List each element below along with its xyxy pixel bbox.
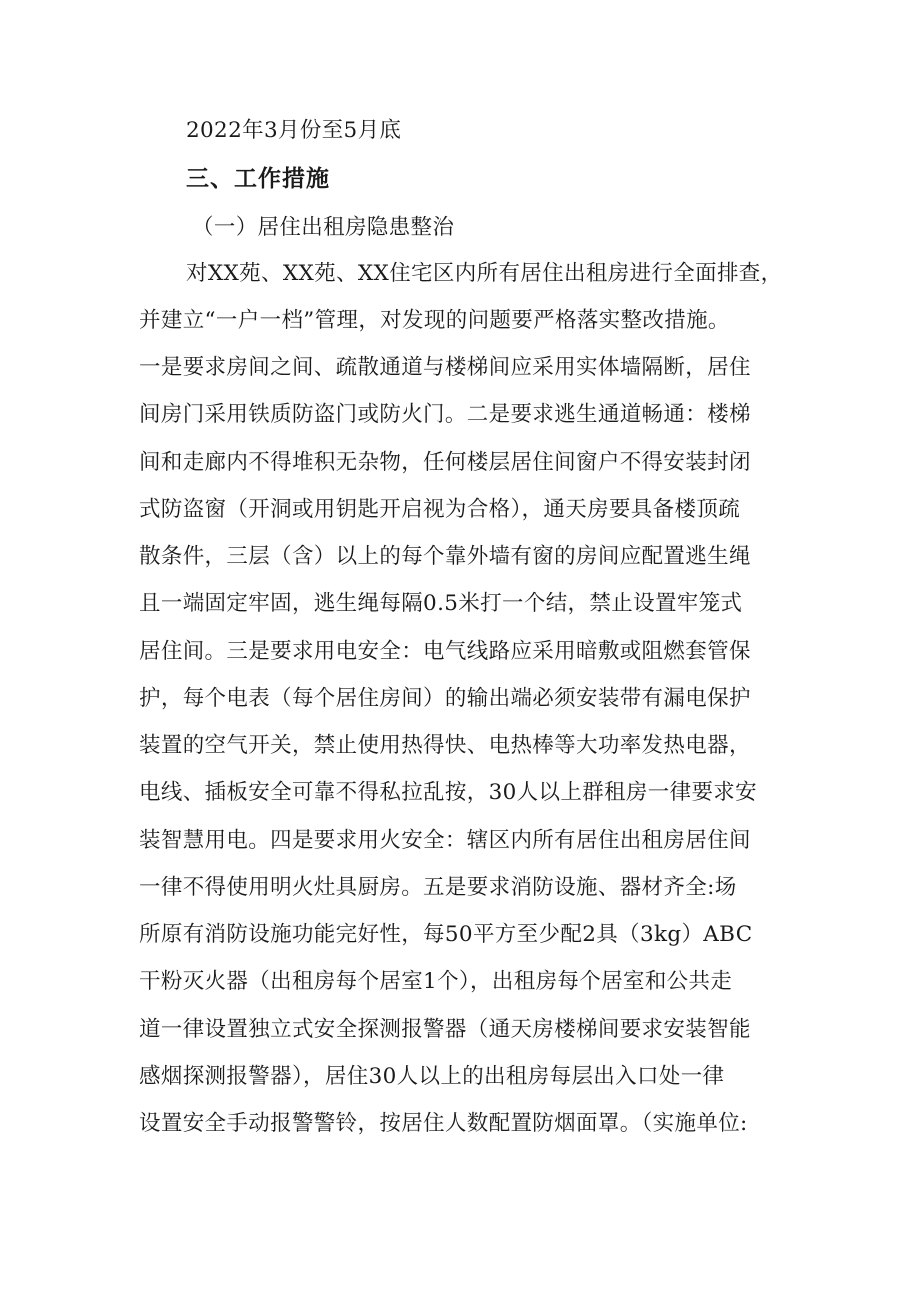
paragraph-line: 护，每个电表（每个居住房间）的输出端必须安装带有漏电保护 [139,686,751,711]
paragraph-line: 对XX苑、XX苑、XX住宅区内所有居住出租房进行全面排查， [186,261,783,286]
paragraph-line: 所原有消防设施功能完好性，每50平方至少配2具（3kg）ABC [139,922,753,947]
paragraph-line: 居住间。三是要求用电安全：电气线路应采用暗敷或阻燃套管保 [139,639,751,664]
paragraph-line: 装智慧用电。四是要求用火安全：辖区内所有居住出租房居住间 [139,828,751,853]
paragraph-line: 间房门采用铁质防盗门或防火门。二是要求逃生通道畅通：楼梯 [139,402,751,427]
paragraph-line: 装置的空气开关，禁止使用热得快、电热棒等大功率发热电器， [139,733,751,758]
paragraph-line: 电线、插板安全可靠不得私拉乱按，30人以上群租房一律要求安 [139,780,758,805]
paragraph-line: 道一律设置独立式安全探测报警器（通天房楼梯间要求安装智能 [139,1017,751,1042]
paragraph-line: 间和走廊内不得堆积无杂物，任何楼层居住间窗户不得安装封闭 [139,450,751,475]
paragraph-line: 散条件，三层（含）以上的每个靠外墙有窗的房间应配置逃生绳 [139,544,751,569]
paragraph-line: 一是要求房间之间、疏散通道与楼梯间应采用实体墙隔断，居住 [139,355,751,380]
paragraph-line: 干粉灭火器（出租房每个居室1个），出租房每个居室和公共走 [139,969,733,994]
subsection-heading: （一）居住出租房隐患整治 [192,215,455,240]
paragraph-line: 设置安全手动报警警铃，按居住人数配置防烟面罩。（实施单位: [139,1111,748,1136]
paragraph-line: 且一端固定牢固，逃生绳每隔0.5米打一个结，禁止设置牢笼式 [139,591,743,616]
date-range-line: 2022年3月份至5月底 [186,118,402,143]
paragraph-line: 并建立“一户一档”管理，对发现的问题要严格落实整改措施。 [139,308,730,333]
paragraph-line: 式防盗窗（开洞或用钥匙开启视为合格），通天房要具备楼顶疏 [139,497,741,522]
section-heading: 三、工作措施 [186,166,330,192]
paragraph-line: 一律不得使用明火灶具厨房。五是要求消防设施、器材齐全:场 [139,875,737,900]
paragraph-line: 感烟探测报警器），居住30人以上的出租房每层出入口处一律 [139,1064,725,1089]
